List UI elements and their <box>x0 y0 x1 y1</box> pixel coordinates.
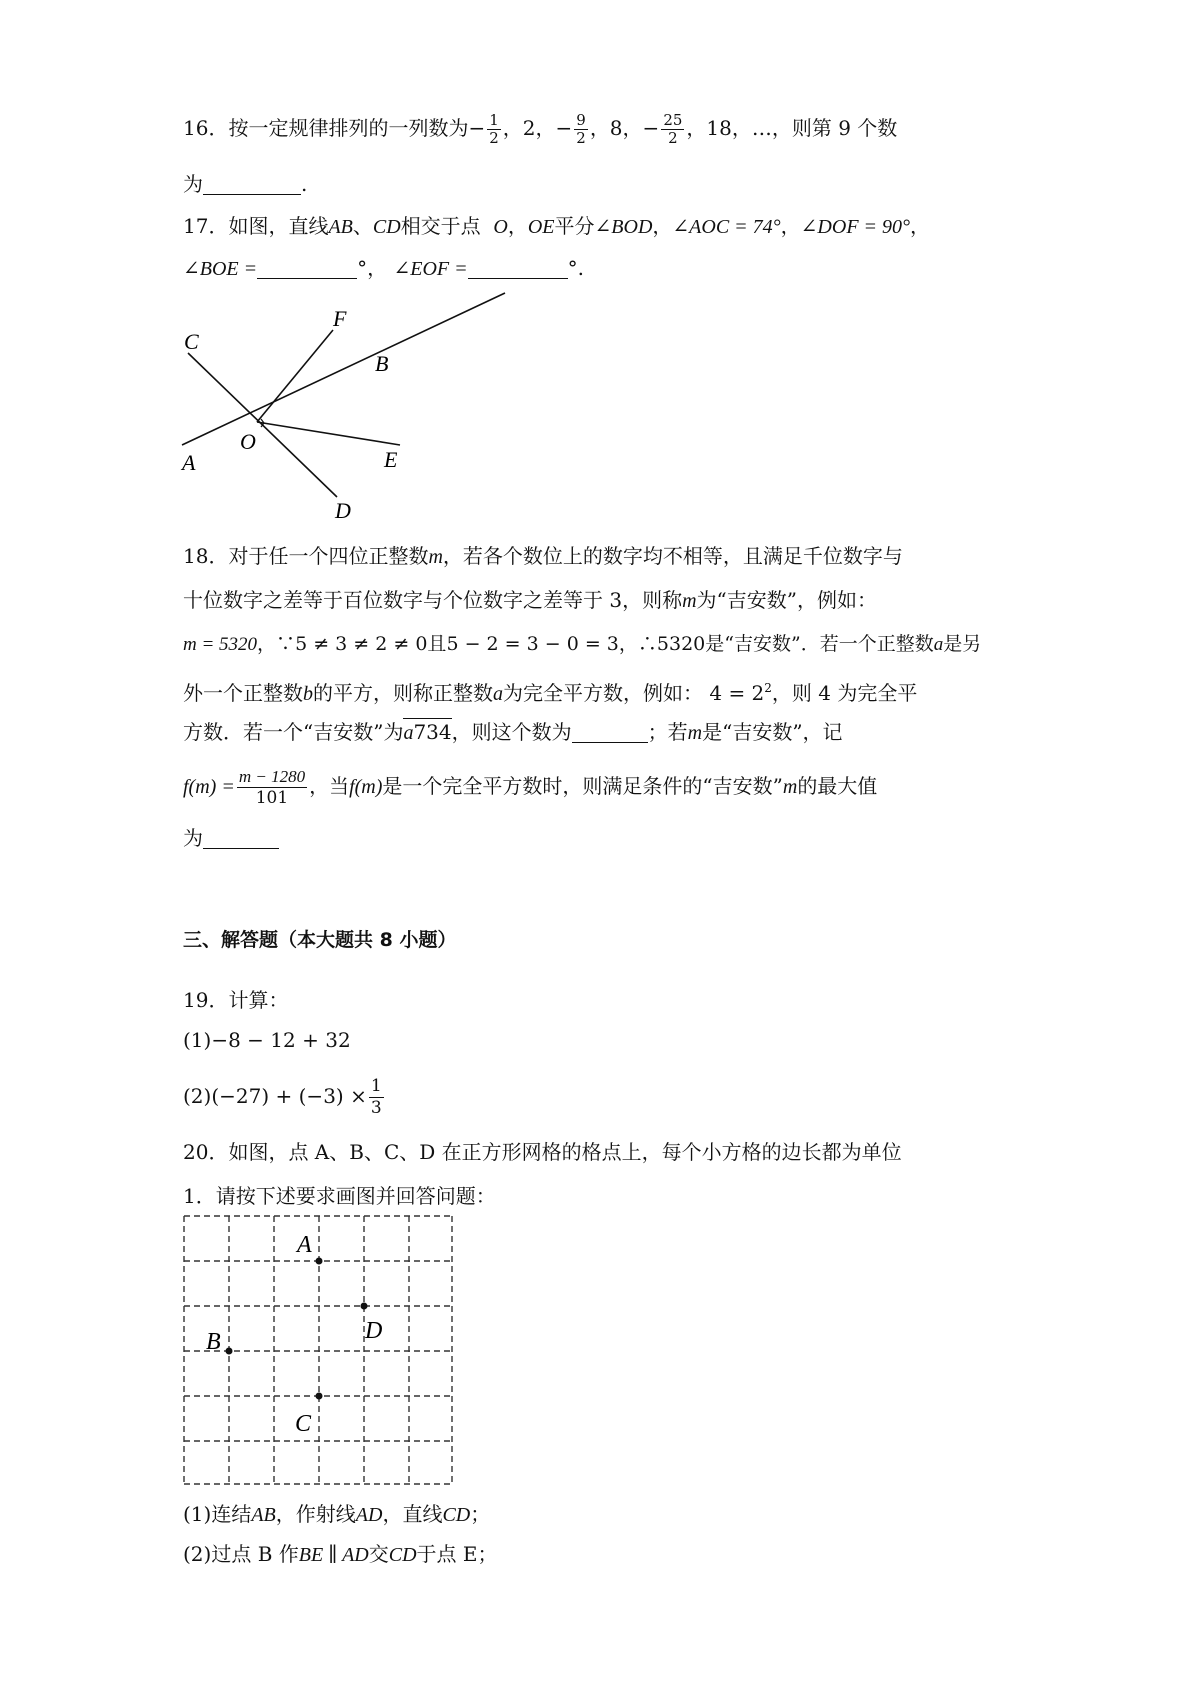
q16-fraction-2-num: 9 <box>576 111 586 129</box>
q18-a-1: a <box>933 634 944 655</box>
q16-line2-suffix: . <box>301 172 308 196</box>
grid-label-d: D <box>365 1318 383 1344</box>
q19-part2 <box>183 1076 386 1119</box>
q20-p1c: ，直线 <box>382 1502 443 1526</box>
grid-figure <box>180 1212 460 1492</box>
q17-dof: ∠DOF = 90° <box>800 216 911 238</box>
grid-label-c: C <box>295 1411 312 1437</box>
q16-text-3: ，8， <box>589 116 643 140</box>
q18-line2 <box>183 586 877 615</box>
q16-fraction-1 <box>487 112 501 147</box>
q18-l3c: 是另 <box>943 633 982 655</box>
q16-line2-prefix: 为 <box>183 172 203 196</box>
q18-line4 <box>183 674 917 708</box>
q18-line5 <box>183 718 843 747</box>
q17-boe-blank[interactable] <box>257 258 357 279</box>
q16-fraction-3-den: 2 <box>668 129 678 147</box>
point-c <box>316 1393 323 1400</box>
q18-l2a: 十位数字之差等于百位数字与个位数字之差等于 3，则称 <box>183 588 683 612</box>
q20-p1b: ，作射线 <box>275 1502 356 1526</box>
q19-part1-expr: −8 − 12 + 32 <box>211 1028 351 1052</box>
q18-line6 <box>183 766 877 809</box>
q18-l5a: 方数．若一个“吉安数”为 <box>183 720 404 744</box>
label-e: E <box>384 447 398 472</box>
q18-l2b: 为“吉安数”，例如： <box>696 588 877 612</box>
q19-line1 <box>183 986 288 1014</box>
q18-example-number: 5320 <box>656 633 706 655</box>
q20-be-parallel: BE ∥ AD <box>298 1544 369 1566</box>
q20-line2 <box>183 1182 496 1210</box>
q16-fraction-1-den: 2 <box>489 129 499 147</box>
q16-line1 <box>183 112 897 147</box>
q18-square-exponent: 2 <box>764 681 772 695</box>
q17-oe: OE <box>527 216 555 238</box>
q20-p2c: 于点 E； <box>416 1542 498 1566</box>
q17-sep-5: ， <box>910 214 931 238</box>
q17-text-2: 相交于点 <box>400 214 481 238</box>
label-c: C <box>184 329 199 354</box>
q16-text-a: 按一定规律排列的一列数为 <box>228 116 469 140</box>
q18-f-fraction <box>237 766 307 809</box>
ray-of <box>257 330 333 422</box>
q18-l1a: 对于任一个四位正整数 <box>228 544 429 568</box>
q18-l3b: 是“吉安数”．若一个正整数 <box>705 633 934 655</box>
q16-fraction-3 <box>661 112 684 147</box>
q18-m-2: m <box>682 590 697 612</box>
q17-sep-3: ， <box>652 214 673 238</box>
grid-label-a: A <box>297 1232 312 1258</box>
dashed-grid <box>184 1216 452 1484</box>
q17-aoc: ∠AOC = 74° <box>672 216 781 238</box>
q18-because: ，∵ <box>257 633 296 655</box>
q16-fraction-3-num: 25 <box>663 111 683 129</box>
q16-line2 <box>183 170 307 198</box>
q16-minus-3: − <box>642 116 660 140</box>
q17-line2 <box>183 254 584 283</box>
q20-p1d: ； <box>470 1502 491 1526</box>
q19-part1 <box>183 1026 351 1054</box>
q18-answer-blank-1[interactable] <box>572 722 648 743</box>
q19-part2-label: (2) <box>183 1084 212 1108</box>
q20-part1 <box>183 1500 490 1529</box>
q16-answer-blank[interactable] <box>203 174 301 195</box>
q17-deg-1: °， <box>357 256 388 280</box>
q17-ab: AB <box>328 216 353 238</box>
q18-and: 且 <box>427 633 447 655</box>
q20-number: 20． <box>183 1140 229 1164</box>
q19-part1-label: (1) <box>183 1028 212 1052</box>
label-a: A <box>182 450 196 475</box>
q16-fraction-2-den: 2 <box>576 129 586 147</box>
q18-m-1: m <box>428 546 443 568</box>
q18-l1b: ，若各个数位上的数字均不相等，且满足千位数字与 <box>442 544 903 568</box>
q17-number: 17． <box>183 214 229 238</box>
label-o: O <box>240 429 256 454</box>
label-b: B <box>375 351 389 376</box>
q18-l4b: 的平方，则称正整数 <box>313 681 493 705</box>
q18-line1 <box>183 542 903 571</box>
q20-p2a: 过点 B 作 <box>211 1542 299 1566</box>
q18-l4d: ，则 4 为完全平 <box>771 681 918 705</box>
q16-number: 16． <box>183 116 229 140</box>
q19-text: 计算： <box>228 988 289 1012</box>
q19-part2-num: 1 <box>370 1076 382 1096</box>
q20-part2 <box>183 1540 498 1569</box>
q17-text-1: 如图，直线 <box>228 214 329 238</box>
q17-sep-4: ， <box>780 214 801 238</box>
q18-line3 <box>183 630 981 659</box>
q20-cd-1: CD <box>442 1504 471 1526</box>
q17-text-3: 平分 <box>554 214 595 238</box>
angle-figure <box>170 285 520 525</box>
q17-deg-2: °. <box>567 256 584 280</box>
q18-l5b: ，则这个数为 <box>451 720 572 744</box>
q16-text-4: ，18，…，则第 9 个数 <box>686 116 898 140</box>
q18-inequality: 5 ≠ 3 ≠ 2 ≠ 0 <box>295 633 428 655</box>
q17-eof-blank[interactable] <box>468 258 568 279</box>
q18-b: b <box>303 683 313 705</box>
q20-p1a: 连结 <box>211 1502 252 1526</box>
grid-label-b: B <box>206 1329 221 1355</box>
q18-square-example: 4 = 2 <box>709 681 765 705</box>
q17-boe: ∠BOE = <box>183 258 258 280</box>
q20-ad: AD <box>355 1504 383 1526</box>
q18-f-den: 101 <box>255 788 289 808</box>
q18-f-def: f(m) = <box>183 776 235 798</box>
q18-answer-blank-2[interactable] <box>203 828 279 849</box>
q18-l4a: 外一个正整数 <box>183 681 303 705</box>
q18-a-2: a <box>493 683 503 705</box>
q20-ab: AB <box>251 1504 276 1526</box>
q17-sep-1: 、 <box>352 214 373 238</box>
q16-fraction-2 <box>574 112 588 147</box>
q17-o: O <box>493 216 508 238</box>
q16-fraction-1-num: 1 <box>489 111 499 129</box>
label-d: D <box>335 498 351 523</box>
q18-f-num: m − 1280 <box>238 767 306 786</box>
q18-l6b: 是一个完全平方数时，则满足条件的“吉安数” <box>382 774 783 798</box>
q18-m-4: m <box>782 776 798 798</box>
q20-line1 <box>183 1138 902 1166</box>
q20-part2-label: (2) <box>183 1542 212 1566</box>
point-a <box>316 1258 323 1265</box>
q18-l4c: 为完全平方数，例如： <box>503 681 703 705</box>
point-d <box>361 1303 368 1310</box>
q18-l6c: 的最大值 <box>797 774 878 798</box>
q16-minus-1: − <box>468 116 486 140</box>
q18-l7: 为 <box>183 826 203 850</box>
q20-part1-label: (1) <box>183 1502 212 1526</box>
q19-number: 19． <box>183 988 229 1012</box>
q19-part2-den: 3 <box>370 1098 382 1118</box>
section-title: 三、解答题（本大题共 8 小题） <box>183 929 457 951</box>
label-f: F <box>333 306 347 331</box>
q20-p2b: 交 <box>368 1542 389 1566</box>
q19-part2-expr: (−27) + (−3) × <box>211 1084 367 1108</box>
q18-equation: 5 − 2 = 3 − 0 = 3 <box>446 633 619 655</box>
q19-part2-fraction <box>369 1076 384 1119</box>
q18-fm: f(m) <box>349 776 383 798</box>
q18-overline-number <box>403 718 451 744</box>
q16-text-2: ，2， <box>502 116 556 140</box>
ray-oe <box>257 422 400 445</box>
q20-l2: 1．请按下述要求画图并回答问题： <box>183 1184 496 1208</box>
q18-l5d: 是“吉安数”，记 <box>702 720 843 744</box>
q18-overline-digits: 734 <box>413 720 452 744</box>
q17-line1 <box>183 212 930 241</box>
q18-line7 <box>183 824 279 852</box>
q17-sep-2: ， <box>507 214 528 238</box>
q18-overline-a: a <box>403 722 414 744</box>
q16-minus-2: − <box>555 116 573 140</box>
q18-m-example: m = 5320 <box>183 634 258 655</box>
q17-cd: CD <box>372 216 401 238</box>
q18-l6a: ，当 <box>309 774 350 798</box>
q18-therefore: ，∴ <box>618 633 657 655</box>
q17-bod: ∠BOD <box>594 216 653 238</box>
point-b <box>226 1348 233 1355</box>
q18-m-3: m <box>687 722 703 744</box>
q20-cd-2: CD <box>388 1544 417 1566</box>
q18-number: 18． <box>183 544 229 568</box>
q20-l1: 如图，点 A、B、C、D 在正方形网格的格点上，每个小方格的边长都为单位 <box>228 1140 902 1164</box>
q18-l5c: ；若 <box>647 720 688 744</box>
q17-eof: ∠EOF = <box>393 258 468 280</box>
